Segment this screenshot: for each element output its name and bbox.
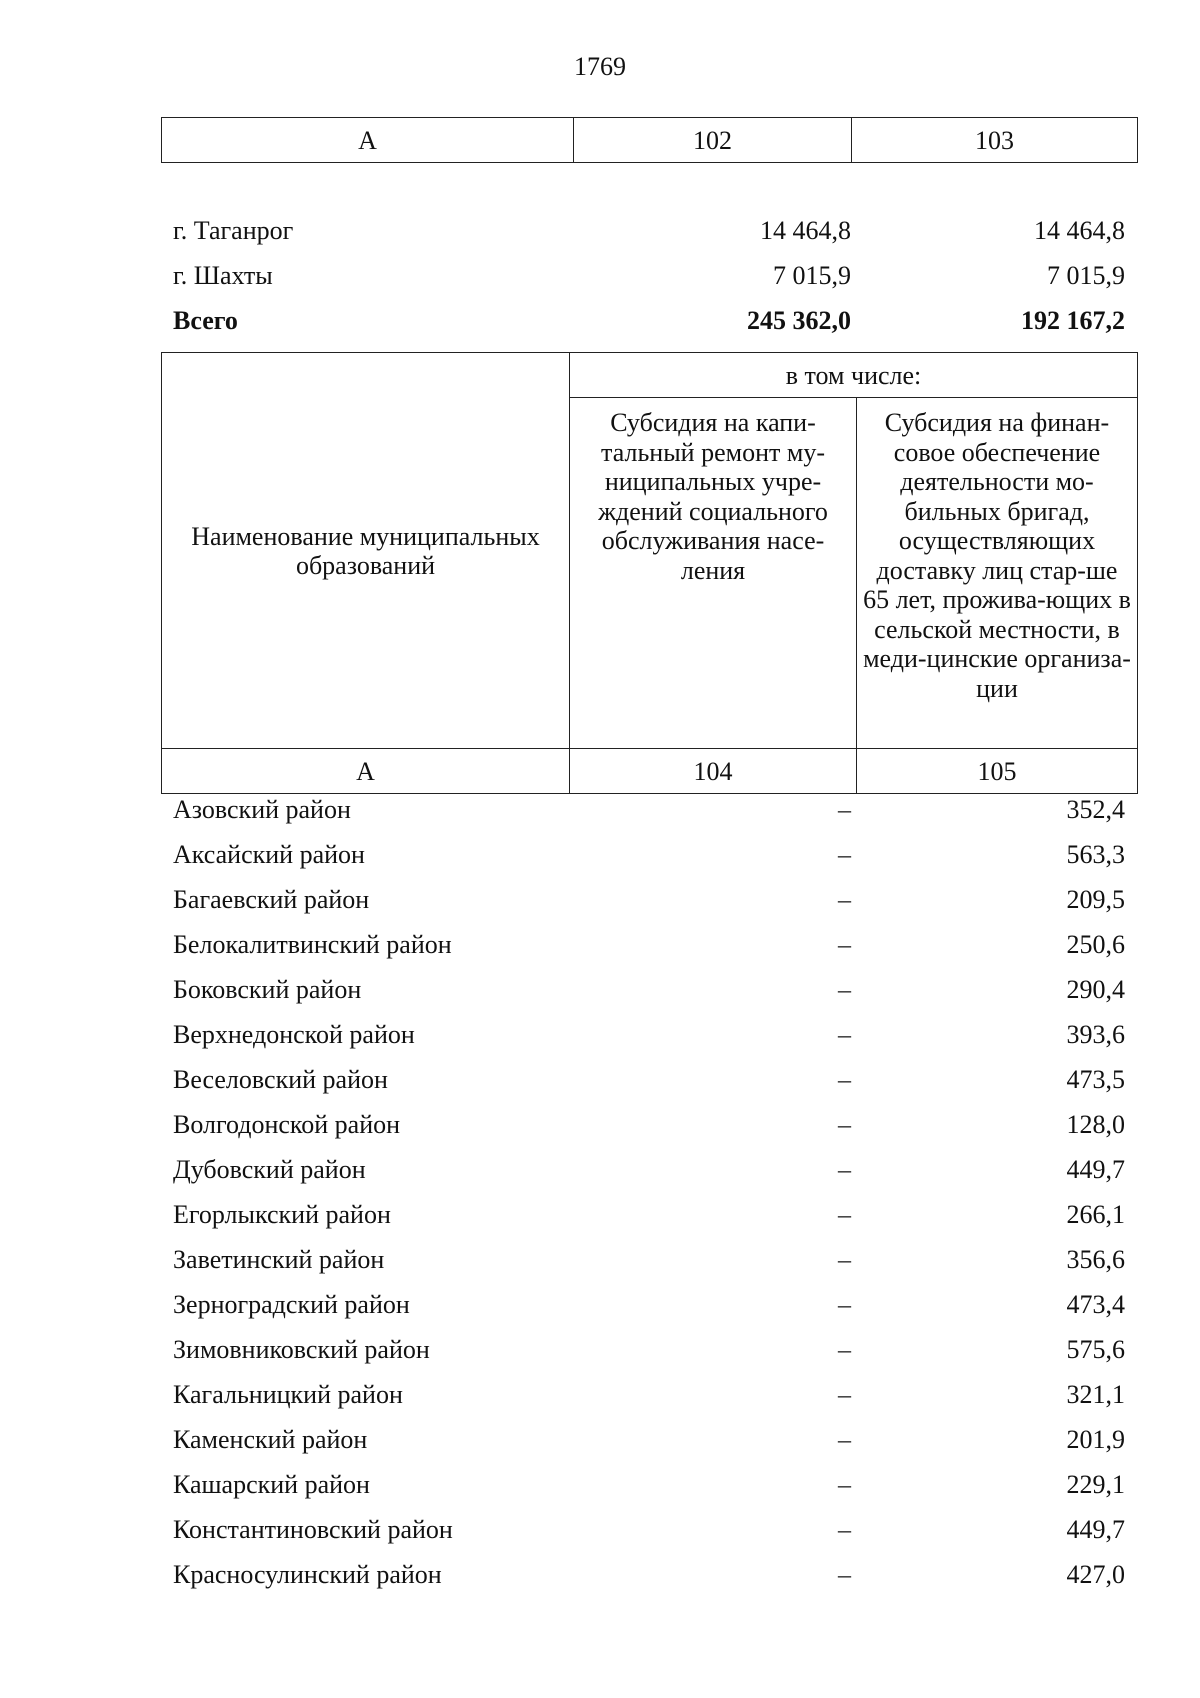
row-name: Боковский район bbox=[173, 975, 362, 1004]
row-value-2: 473,5 bbox=[1066, 1065, 1125, 1094]
row-value-2: 473,4 bbox=[1066, 1290, 1125, 1319]
row-value-1: 245 362,0 bbox=[747, 306, 851, 335]
row-name: Азовский район bbox=[173, 795, 351, 824]
table-row bbox=[161, 969, 1137, 1014]
row-name: г. Шахты bbox=[173, 261, 273, 290]
row-value-2: 14 464,8 bbox=[1034, 216, 1125, 245]
row-value-1: – bbox=[838, 1470, 851, 1499]
table-row bbox=[161, 1329, 1137, 1374]
row-value-1: – bbox=[838, 1245, 851, 1274]
row-value-2: 7 015,9 bbox=[1047, 261, 1125, 290]
table-row bbox=[161, 1464, 1137, 1509]
row-value-2: 250,6 bbox=[1066, 930, 1125, 959]
row-name: Кашарский район bbox=[173, 1470, 370, 1499]
row-name: Красносулинский район bbox=[173, 1560, 442, 1589]
table-row bbox=[161, 1194, 1137, 1239]
row-name: Константиновский район bbox=[173, 1515, 453, 1544]
row-name: Всего bbox=[173, 306, 238, 335]
row-value-2: 266,1 bbox=[1066, 1200, 1125, 1229]
row-name: Веселовский район bbox=[173, 1065, 388, 1094]
row-name: Волгодонской район bbox=[173, 1110, 401, 1139]
header-col-a: А bbox=[162, 749, 570, 794]
row-name: Зерноградский район bbox=[173, 1290, 410, 1319]
row-value-2: 427,0 bbox=[1066, 1560, 1125, 1589]
table-row bbox=[161, 1554, 1137, 1599]
header-group-including: в том числе: bbox=[570, 353, 1138, 398]
table-row bbox=[161, 1104, 1137, 1149]
row-value-2: 356,6 bbox=[1066, 1245, 1125, 1274]
row-name: Аксайский район bbox=[173, 840, 365, 869]
row-name: Зимовниковский район bbox=[173, 1335, 430, 1364]
table-row bbox=[161, 1059, 1137, 1104]
row-value-2: 449,7 bbox=[1066, 1155, 1125, 1184]
header-col-105: 105 bbox=[857, 749, 1138, 794]
table-body-main bbox=[161, 789, 1137, 1599]
header-subsidy-mobile-brigades: Субсидия на финан-совое обеспечение деятельности мо-бильных бригад, осуществляющих доставку лиц стар-ше 65 лет, прожива-ющих в сельской местности, в меди-цинские организа-ции bbox=[857, 398, 1138, 749]
table-row bbox=[161, 1014, 1137, 1059]
row-value-2: 321,1 bbox=[1066, 1380, 1125, 1409]
page-number: 1769 bbox=[574, 52, 626, 81]
row-value-1: – bbox=[838, 1020, 851, 1049]
table-row bbox=[161, 1284, 1137, 1329]
row-name: Дубовский район bbox=[173, 1155, 366, 1184]
row-value-1: – bbox=[838, 975, 851, 1004]
table-row bbox=[161, 1419, 1137, 1464]
table-body-top bbox=[161, 210, 1137, 345]
row-name: Белокалитвинский район bbox=[173, 930, 452, 959]
table-row bbox=[161, 1374, 1137, 1419]
row-value-1: – bbox=[838, 1110, 851, 1139]
row-value-1: – bbox=[838, 1380, 851, 1409]
row-value-2: 449,7 bbox=[1066, 1515, 1125, 1544]
row-value-1: – bbox=[838, 930, 851, 959]
row-value-2: 229,1 bbox=[1066, 1470, 1125, 1499]
row-name: Багаевский район bbox=[173, 885, 370, 914]
table-row bbox=[161, 300, 1137, 345]
table-row bbox=[161, 1509, 1137, 1554]
row-name: Егорлыкский район bbox=[173, 1200, 391, 1229]
row-value-2: 128,0 bbox=[1066, 1110, 1125, 1139]
row-value-1: – bbox=[838, 1335, 851, 1364]
row-value-1: – bbox=[838, 1560, 851, 1589]
row-value-2: 201,9 bbox=[1066, 1425, 1125, 1454]
header-col-103: 103 bbox=[852, 118, 1138, 163]
header-subsidy-repair: Субсидия на капи-тальный ремонт му-ниципальных учре-ждений социального обслуживания насе-ления bbox=[570, 398, 857, 749]
row-value-1: – bbox=[838, 885, 851, 914]
row-value-2: 209,5 bbox=[1066, 885, 1125, 914]
row-name: Заветинский район bbox=[173, 1245, 385, 1274]
row-value-1: – bbox=[838, 1290, 851, 1319]
row-value-1: – bbox=[838, 1200, 851, 1229]
row-value-2: 290,4 bbox=[1066, 975, 1125, 1004]
row-value-1: – bbox=[838, 1155, 851, 1184]
row-value-1: – bbox=[838, 1425, 851, 1454]
table-row bbox=[161, 879, 1137, 924]
table-row bbox=[161, 210, 1137, 255]
row-value-1: – bbox=[838, 840, 851, 869]
row-name: Верхнедонской район bbox=[173, 1020, 415, 1049]
table-header-main bbox=[161, 352, 1138, 794]
table-row bbox=[161, 255, 1137, 300]
header-col-a: А bbox=[162, 118, 574, 163]
table-row bbox=[161, 924, 1137, 969]
table-row bbox=[161, 834, 1137, 879]
table-row bbox=[161, 1149, 1137, 1194]
row-value-1: 14 464,8 bbox=[760, 216, 851, 245]
header-col-104: 104 bbox=[570, 749, 857, 794]
row-value-2: 192 167,2 bbox=[1021, 306, 1125, 335]
row-value-1: 7 015,9 bbox=[773, 261, 851, 290]
row-name: Кагальницкий район bbox=[173, 1380, 403, 1409]
header-col-102: 102 bbox=[574, 118, 852, 163]
row-value-1: – bbox=[838, 1515, 851, 1544]
row-value-2: 563,3 bbox=[1066, 840, 1125, 869]
header-municipality-name: Наименование муниципальных образований bbox=[162, 353, 570, 749]
table-header-top bbox=[161, 117, 1138, 163]
row-value-2: 352,4 bbox=[1066, 795, 1125, 824]
row-value-2: 575,6 bbox=[1066, 1335, 1125, 1364]
row-value-1: – bbox=[838, 1065, 851, 1094]
table-row bbox=[161, 1239, 1137, 1284]
row-name: Каменский район bbox=[173, 1425, 368, 1454]
table-row bbox=[161, 789, 1137, 834]
row-value-1: – bbox=[838, 795, 851, 824]
row-name: г. Таганрог bbox=[173, 216, 294, 245]
row-value-2: 393,6 bbox=[1066, 1020, 1125, 1049]
